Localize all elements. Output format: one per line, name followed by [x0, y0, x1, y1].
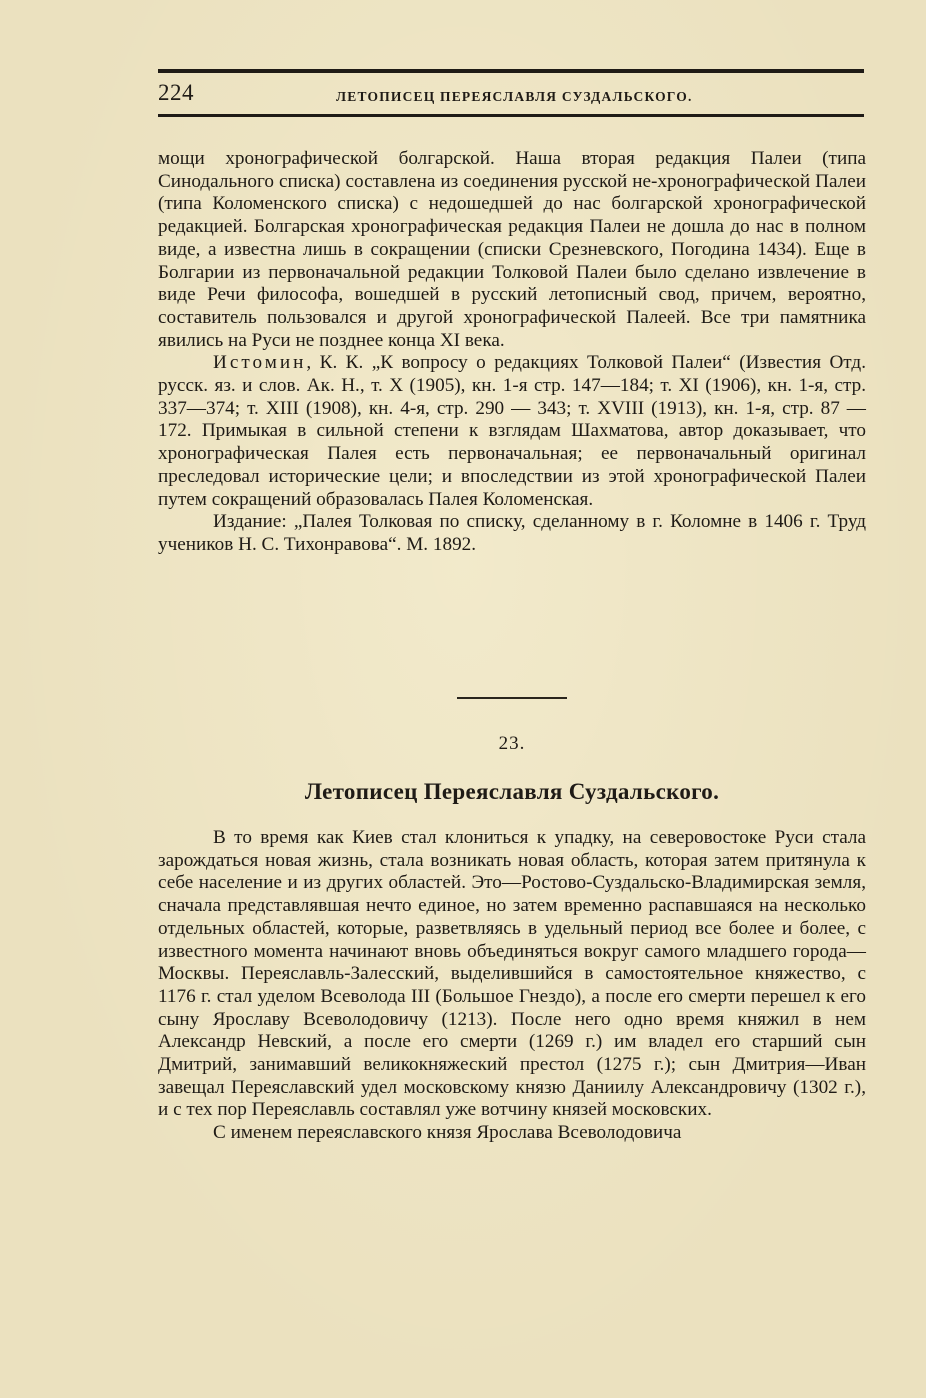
- author-name: Истомин: [213, 352, 307, 374]
- section-separator: [457, 697, 567, 699]
- text-block-pereyaslavl: [158, 827, 866, 1145]
- paragraph: мощи хронографической болгарской. Наша вторая редакция Палеи (типа Синодального списка) составлена из соединения русской не-хронографической Палеи (типа Коломенского списка) с недошедшей до нас болгарской хронографической редакцией. Болгарская хронографическая редакция Палеи не дошла до нас в полном виде, а известна лишь в сокращении (списки Срезневского, Погодина 1434). Еще в Болгарии из первоначальной редакции Толковой Палеи было сделано извлечение в виде Речи философа, вошедшей в русский летописный свод, причем, вероятно, составитель пользовался и другой хронографической Палеей. Все три памятника явились на Руси не позднее конца XI века.: [158, 148, 866, 351]
- chapter-title: Летописец Переяславля Суздальского.: [304, 779, 720, 804]
- running-title: ЛЕТОПИСЕЦ ПЕРЕЯСЛАВЛЯ СУЗДАЛЬСКОГО.: [336, 89, 693, 104]
- section-number: 23.: [498, 733, 526, 754]
- text-block-palea: [158, 148, 866, 557]
- running-head: [158, 80, 864, 110]
- header-top-rule: [158, 69, 864, 73]
- paragraph: С именем переяславского князя Ярослава Всеволодовича: [213, 1122, 682, 1144]
- paragraph-bibliography: [158, 352, 866, 511]
- page-number: 224: [158, 80, 194, 105]
- paragraph-edition: Издание: „Палея Толковая по списку, сделанному в г. Коломне в 1406 г. Труд учеников Н. С. Тихонравова“. М. 1892.: [158, 511, 866, 555]
- bibliography-text: , К. К. „К вопросу о редакциях Толковой Палеи“ (Известия Отд. русск. яз. и слов. Ак. Н., т. X (1905), кн. 1-я стр. 147—184; т. XI (1906), кн. 1-я, стр. 337—374; т. XIII (1908), кн. 4-я, стр. 290 — 343; т. XVIII (1913), кн. 1-я, стр. 87 — 172. Примыкая в сильной степени к взглядам Шахматова, автор доказывает, что хронографическая Палея есть первоначальная; ее первоначальный оригинал преследовал исторические цели; и впоследствии из этой хронографической Палеи путем сокращений образовалась Палея Коломенская.: [158, 352, 866, 510]
- paragraph: В то время как Киев стал клониться к упадку, на северовостоке Руси стала зарождаться новая жизнь, стала возникать новая область, которая затем притянула к себе население и из других областей. Это—Ростово-Суздальско-Владимирская земля, сначала представлявшая нечто единое, но затем временно распавшаяся на несколько отдельных областей, которые, разветвляясь в удельный период все более и более, с известного момента начинают вновь объединяться вокруг самого младшего города—Москвы. Переяславль-Залесский, выделившийся в самостоятельное княжество, с 1176 г. стал уделом Всеволода III (Большое Гнездо), а после его смерти перешел к его сыну Ярославу Всеволодовичу (1213). После него одно время княжил в нем Александр Невский, а после его смерти (1269 г.) им владел его старший сын Дмитрий, занимавший великокняжеский престол (1275 г.); сын Дмитрия—Иван завещал Переяславский удел московскому князю Даниилу Александровичу (1302 г.), и с тех пор Переяславль составлял уже вотчину князей московских.: [158, 827, 866, 1121]
- header-bottom-rule: [158, 114, 864, 117]
